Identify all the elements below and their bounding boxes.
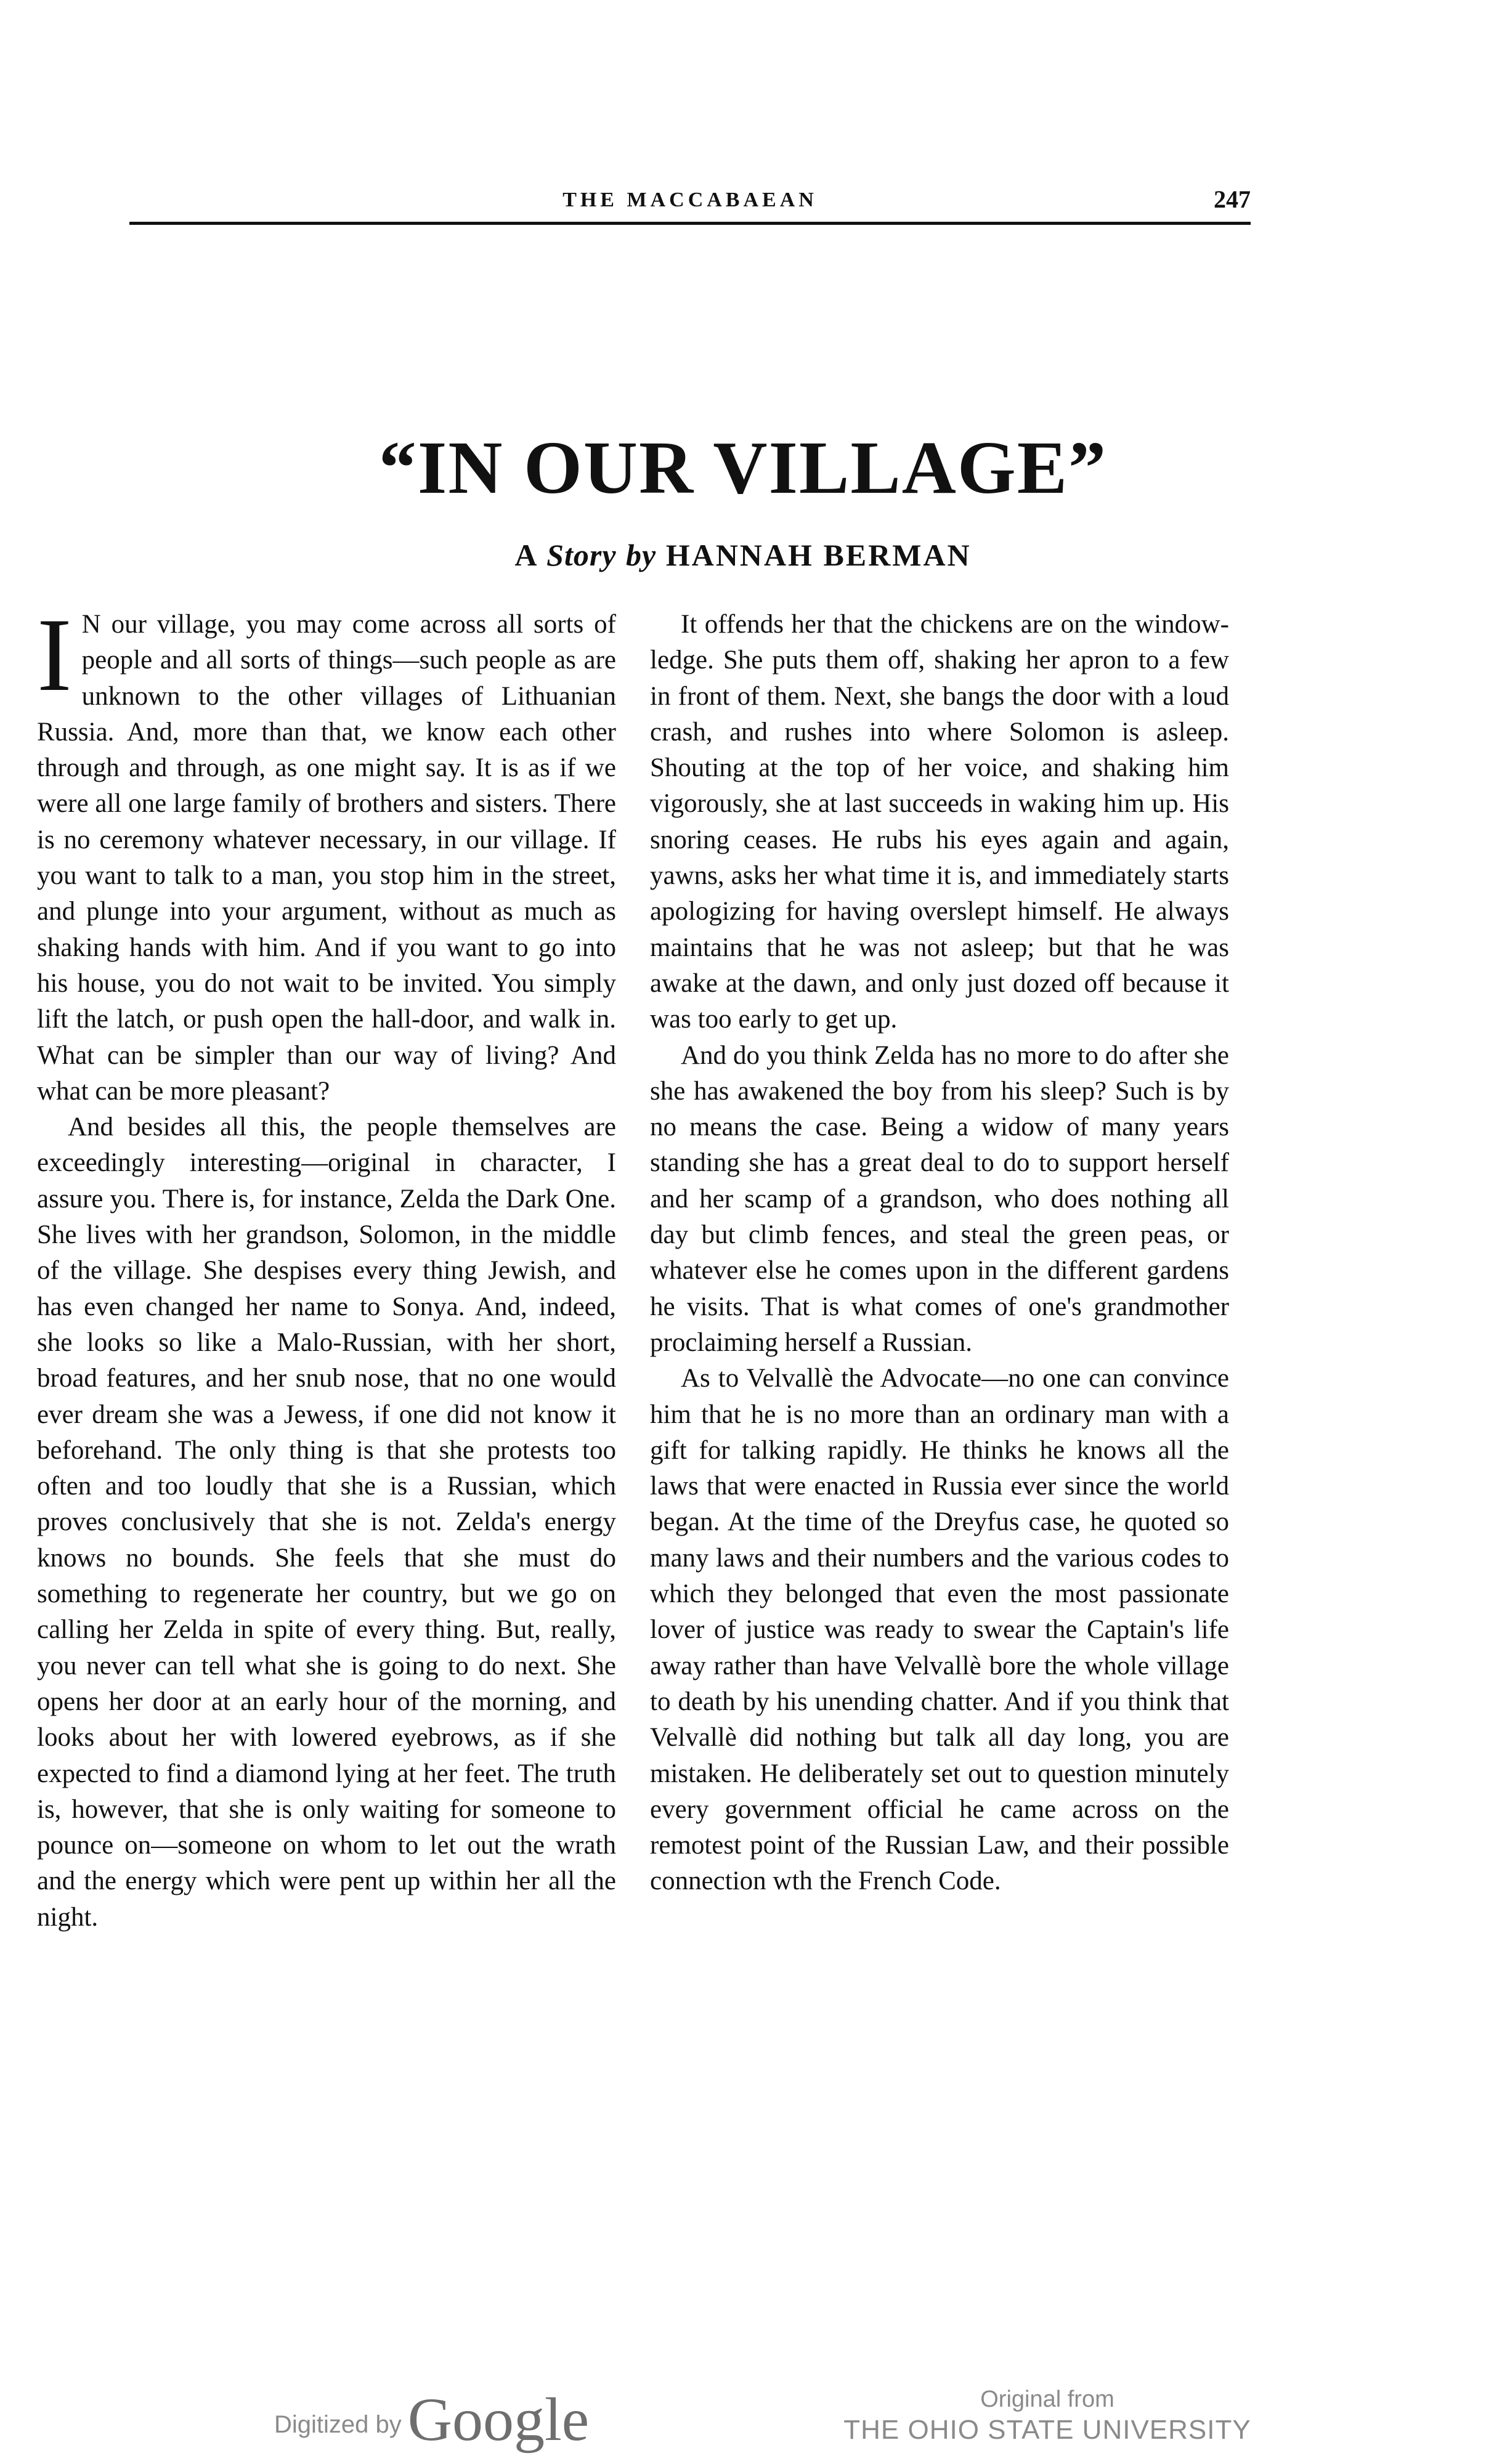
byline-story: Story [546, 538, 617, 572]
paragraph-text: N our village, you may come across all sorts of people and all sorts of things—such people as are unknown to the other villages of Lithuanian Russia. And, more than that, we know each other through and through, as one might say. It is as if we were all one large family of brothers and sisters. There is no ceremony whatever necessary, in our village. If you want to talk to a man, you stop him in the street, and plunge into your argument, without as much as shaking hands with him. And if you want to go into his house, you do not wait to be invited. You simply lift the latch, or push open the hall-door, and walk in. What can be simpler than our way of living? And what can be more pleasant? [37, 610, 616, 1106]
byline-a: A [514, 538, 537, 572]
author-name: HANNAH BERMAN [665, 538, 972, 572]
paragraph: And do you think Zelda has no more to do after she she has awakened the boy from his sleep? Such is by no means the case. Being a widow of many years standing she has a great deal to do to support herself and her scamp of a grandson, who does nothing all day but climb fences, and steal the green peas, or whatever else he comes upon in the different gardens he visits. That is what comes of one's grandmother proclaiming herself a Russian. [650, 1040, 1229, 1357]
left-column [37, 607, 616, 2319]
original-source-notice [826, 2384, 1269, 2446]
digitized-by-notice [274, 2384, 589, 2455]
running-header [129, 185, 1251, 225]
journal-name: THE MACCABAEAN [562, 188, 818, 211]
google-logo: Google [407, 2385, 590, 2454]
institution-name: THE OHIO STATE UNIVERSITY [843, 2415, 1251, 2445]
right-column [650, 607, 1229, 2319]
paragraph: It offends her that the chickens are on the window-ledge. She puts them off, shaking her apron to a few in front of them. Next, she bangs the door with a loud crash, and rushes into where Solomon is asleep. Shouting at the top of her voice, and shaking him vigorously, she at last succeeds in waking him up. His snoring ceases. He rubs his eyes again and again, yawns, asks her what time it is, and immediately starts apologizing for having overslept himself. He always maintains that he was not asleep; but that he was awake at the dawn, and only just dozed off because it was too early to get up. [650, 610, 1229, 1034]
page-number: 247 [1214, 185, 1251, 213]
article-title: “IN OUR VILLAGE” [378, 426, 1108, 509]
paragraph: As to Velvallè the Advocate—no one can convince him that he is no more than an ordinary man with a gift for talking rapidly. He thinks he knows all the laws that were enacted in Russia ever since the world began. At the time of the Dreyfus case, he quoted so many laws and their numbers and the various codes to which they belonged that even the most passionate lover of justice was ready to swear the Captain's life away rather than have Velvallè bore the whole village to death by his unending chatter. And if you think that Velvallè did nothing but talk all day long, you are mistaken. He deliberately set out to question minutely every government official he came across on the remotest point of the Russian Law, and their possible connection wth the French Code. [650, 1364, 1229, 1896]
byline-by: by [626, 538, 657, 572]
digitized-by-label: Digitized by [274, 2411, 402, 2438]
drop-cap: I [37, 607, 72, 713]
original-from-label: Original from [980, 2386, 1114, 2412]
paragraph [37, 607, 616, 1109]
paragraph: And besides all this, the people themselves are exceedingly interesting—original in character, I assure you. There is, for instance, Zelda the Dark One. She lives with her grandson, Solomon, in the middle of the village. She despises every thing Jewish, and has even changed her name to Sonya. And, indeed, she looks so like a Malo-Russian, with her short, broad features, and her snub nose, that no one would ever dream she was a Jewess, if one did not know it beforehand. The only thing is that she protests too often and too loudly that she is a Russian, which proves conclusively that she is not. Zelda's energy knows no bounds. She feels that she must do something to regenerate her country, but we go on calling her Zelda in spite of every thing. But, really, you never can tell what she is going to do next. She opens her door at an early hour of the morning, and looks about her with lowered eyebrows, as if she expected to find a diamond lying at her feet. The truth is, however, that she is only waiting for someone to pounce on—someone on whom to let out the wrath and the energy which were pent up within her all the night. [37, 1112, 616, 1932]
byline [0, 537, 1486, 573]
